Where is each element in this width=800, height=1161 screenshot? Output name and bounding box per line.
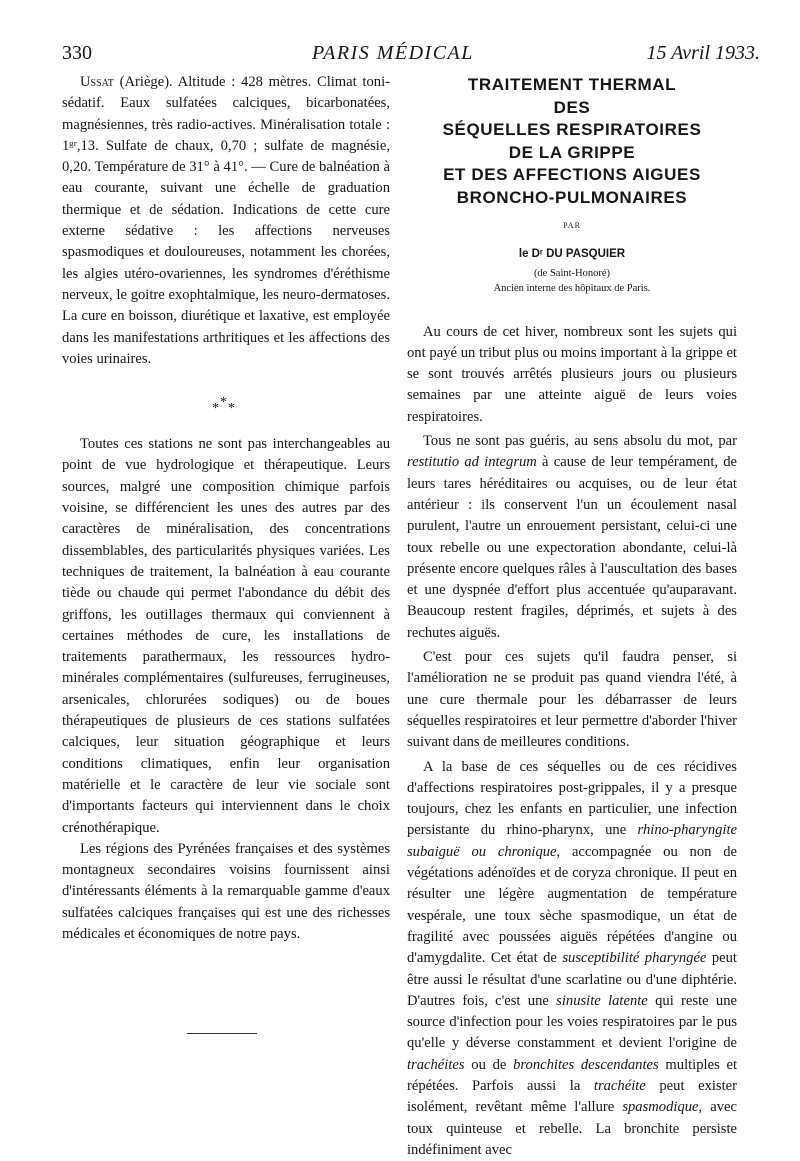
text-run: , accompagnée ou non de végétations adénoïdes et de coryza chronique. Il peut en résulter une légère augmentation de température vespérale, une toux sèche spasmodique, un état de fragilité avec poussées aiguës répétées d'angine ou d'amygdalite. Cet état de	[407, 843, 738, 967]
page-number: 330	[62, 42, 92, 64]
body-paragraph-3: C'est pour ces sujets qu'il faudra penser, si l'amélioration ne se produit pas quand viendra l'été, à une cure thermale pour les débarrasser de leurs séquelles respiratoires et leur permettre d'aborder l'hiver suivant dans de meilleures conditions.	[407, 649, 737, 751]
title-line: TRAITEMENT THERMAL	[467, 75, 677, 94]
body-paragraph-2	[407, 431, 737, 644]
latin-phrase: restitutio ad integrum	[407, 454, 537, 471]
article-title	[407, 74, 737, 209]
right-column	[407, 72, 737, 1161]
station-name: Ussat	[80, 74, 114, 90]
left-column	[62, 72, 390, 1034]
text-run: à cause de leur tempérament, de leurs tares héréditaires ou acquises, ou de leur état antérieur : ils conservent l'un un écoulement nasal purulent, l'autre un enrouement persistant, celui-ci une toux rebelle ou une expectoration abondante, celui-là présente encore quelques râles à l'auscultation des bases et une dyspnée d'effort plus accentuée qu'auparavant. Beaucoup restent fragiles, déprimés, et sujets à des rechutes aiguës.	[407, 454, 738, 641]
asterisk-top: *	[220, 395, 227, 411]
emphasis: rhino-pharyngite subaiguë ou chronique	[407, 822, 737, 860]
text-run: qui reste une source d'infection pour les voies respiratoires par le pus qu'elle y déverse constamment et devient l'origine de	[407, 992, 737, 1052]
ussat-text: (Ariège). Altitude : 428 mètres. Climat toni-sédatif. Eaux sulfatées calciques, bicarbonatées, magnésiennes, très radio-actives. Minéralisation totale : 1ᵍʳ,13. Sulfate de chaux, 0,70 ; sulfate de magnésie, 0,20. Température de 31° à 41°. — Cure de balnéation à eau courante, suivant une échelle de graduation thermique et de sédation. Indications de cette cure externe sédative : les affections nerveuses spasmodiques et douloureuses, notamment les chorées, les algies utéro-ovariennes, les syndromes d'éréthisme nerveux, le goitre exophtalmique, les neuro-dermatoses. La cure en boisson, diurétique et laxative, est employée dans les manifestations arthritiques et les affections des voies urinaires.	[62, 74, 390, 367]
emphasis: trachéite	[593, 1077, 646, 1094]
issue-date: 15 Avril 1933.	[646, 42, 760, 64]
author-affiliation: Ancien interne des hôpitaux de Paris.	[493, 282, 651, 294]
emphasis: susceptibilité pharyngée	[562, 950, 707, 967]
byline-par: PAR	[563, 221, 581, 230]
pyrenees-paragraph: Les régions des Pyrénées françaises et des systèmes montagneux secondaires voisins fournissent ainsi d'intéressants éléments à la remarquable gamme d'eaux sulfatées calciques françaises qui est une des richesses médicales et économiques de notre pays.	[62, 840, 390, 942]
page-header	[62, 42, 760, 68]
asterisk-right: *	[228, 401, 235, 417]
emphasis: trachéites	[407, 1056, 465, 1073]
stations-paragraph: Toutes ces stations ne sont pas interchangeables au point de vue hydrologique et thérapeutique. Leurs sources, malgré une composition chimique parfois voisine, se différencient les unes des autres par des caractères de minéralisation, des concentrations dissemblables, des particularités physiques variées. Les techniques de traitement, la balnéation à eau courante tiède ou chaude qui permet l'abondance du débit des griffons, les outillages thermaux qui conviennent à certaines méthodes de cure, les installations de traitements parathermaux, les ressources hydro-minérales complémentaires (sulfureuses, ferrugineuses, arsenicales, chlorurées sodiques) ou de boues thérapeutiques de plusieurs de ces stations sulfatées calciques, leur situation géographique et leurs conditions climatiques, enfin leur organisation matérielle et le caractère de leur vie sociale sont d'importants facteurs qui interviennent dans le choix crénothérapique.	[62, 436, 390, 836]
section-separator	[62, 382, 390, 434]
title-line: BRONCHO-PULMONAIRES	[456, 187, 688, 207]
journal-title: PARIS MÉDICAL	[312, 42, 474, 64]
title-line: SÉQUELLES RESPIRATOIRES	[442, 120, 702, 139]
title-line: DES	[553, 97, 591, 117]
text-run: A la base de ces séquelles ou de ces récidives d'affections respiratoires post-grippales, il y a presque toujours, chez les enfants en particulier, une infection persistante du rhino-pharynx, une	[407, 758, 737, 839]
text-run: peut être aussi le résultat d'une scarlatine ou d'une diphtérie. D'autres fois, c'est une	[407, 950, 737, 1009]
end-rule	[187, 1033, 257, 1034]
text-run: , avec toux quinteuse et rebelle. La bronchite persiste indéfiniment avec	[407, 1099, 737, 1158]
text-run: Tous ne sont pas guéris, au sens absolu du mot, par	[423, 433, 737, 450]
text-run: peut exister isolément, revêtant même l'allure	[407, 1077, 737, 1116]
author-location: (de Saint-Honoré)	[533, 267, 611, 279]
body-paragraph-4	[407, 757, 737, 1161]
emphasis: spasmodique	[622, 1099, 699, 1116]
text-run: ou de	[464, 1056, 514, 1073]
title-line: ET DES AFFECTIONS AIGUES	[443, 165, 701, 184]
emphasis: bronchites descendantes	[513, 1056, 659, 1073]
body-paragraph-1: Au cours de cet hiver, nombreux sont les sujets qui ont payé un tribut plus ou moins important à la grippe et se sont trouvés arrêtés plusieurs jours ou plusieurs semaines par une atteinte aiguë de leurs voies respiratoires.	[407, 323, 737, 425]
title-line: DE LA GRIPPE	[508, 142, 636, 162]
asterisk-left: *	[212, 401, 219, 417]
text-run: multiples et répétées. Parfois aussi la	[407, 1056, 737, 1094]
ussat-paragraph	[62, 72, 390, 370]
author-name: le Dʳ DU PASQUIER	[518, 248, 626, 261]
emphasis: sinusite latente	[556, 992, 648, 1009]
